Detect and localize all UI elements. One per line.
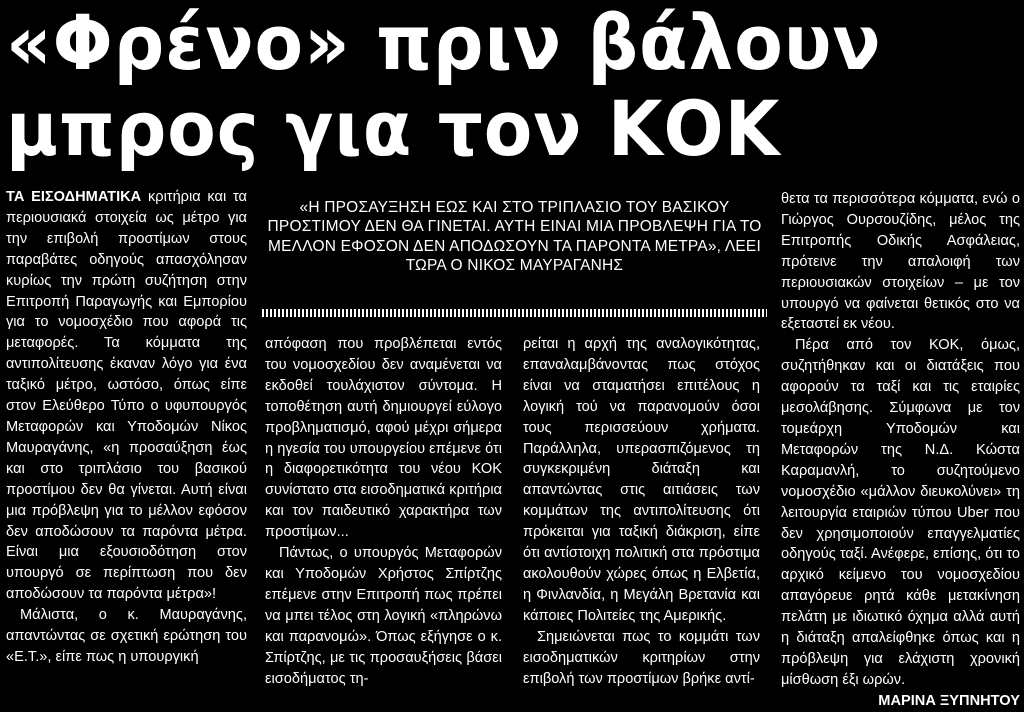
article-column-3 [523,334,760,689]
paragraph: Σημειώνεται πως το κομμάτι των εισοδηματικών κριτηρίων στην επιβολή των προστίμων βρήκε αντί- [523,628,760,687]
paragraph: θετα τα περισσότερα κόμματα, ενώ ο Γιώργος Ουρσουζίδης, μέλος της Επιτροπής Οδικής Ασφάλειας, πρότεινε την απαλοιφή των περιουσιακών στοιχείων – με τον υπουργό να φαίνεται θετικός στο να εξεταστεί εκ νέου. [781,191,1020,333]
paragraph: Μάλιστα, ο κ. Μαυραγάνης, απαντώντας σε σχετική ερώτηση του «Ε.Τ.», είπε πως η υπουργική [6,607,247,665]
author-signature: ΜΑΡΙΝΑ ΞΥΠΝΗΤΟΥ [878,692,1020,709]
headline [6,0,947,172]
headline-line-2: μπρος για τον ΚΟΚ [6,84,781,173]
paragraph: Πέρα από τον ΚΟΚ, όμως, συζητήθηκαν και οι διατάξεις που αφορούν τα ταξί και τις εταιρίες μεσολάβησης. Σύμφωνα με τον τομεάρχη Υποδομών και Μεταφορών της Ν.Δ. Κώστα Καραμανλή, το συζητούμενο νομοσχέδιο «μάλλον διευκολύνει» τη λειτουργία εταιριών τύπου Uber που δεν χρησιμοποιούν επαγγελματίες οδηγούς ταξί. Ανέφερε, επίσης, ότι το αρχικό κείμενο του νομοσχεδίου απαγόρευε ρητά κάθε μετακίνηση πελάτη με ιδιωτικό όχημα αλλά αυτή η διάταξη απαλείφθηκε όπως και η πρόβλεψη για ελάχιστη χρονική μίσθωση έξι ωρών. [781,337,1020,688]
article-column-2 [265,334,502,689]
lead-in: ΤΑ ΕΙΣΟΔΗΜΑΤΙΚΑ [6,189,142,205]
paragraph: ρείται η αρχή της αναλογικότητας, επαναλαμβάνοντας πως στόχος είναι να σταματήσει επιτέλους η λογική τού να παρανομούν όσοι τους περισσεύουν χρήματα. Παράλληλα, υπερασπιζόμενος τη συγκεκριμένη διάταξη και απαντώντας στις αιτιάσεις των κομμάτων της αντιπολίτευσης ότι πρόκειται για ταξική διάκριση, είπε ότι αντίστοιχη πολιτική στα πρόστιμα ακολουθούν χώρες όπως η Ελβετία, η Φινλανδία, η Μεγάλη Βρετανία και κάποιες Πολιτείες της Αμερικής. [523,336,760,624]
headline-line-1: «Φρένο» πριν βάλουν [6,0,882,87]
pull-quote-divider [262,309,767,317]
pull-quote: «Η ΠΡΟΣΑΥΞΗΣΗ ΕΩΣ ΚΑΙ ΣΤΟ ΤΡΙΠΛΑΣΙΟ ΤΟΥ ΒΑΣΙΚΟΥ ΠΡΟΣΤΙΜΟΥ ΔΕΝ ΘΑ ΓΙΝΕΤΑΙ. ΑΥΤΗ ΕΙΝΑΙ ΜΙΑ ΠΡΟΒΛΕΨΗ ΓΙΑ ΤΟ ΜΕΛΛΟΝ ΕΦΟΣΟΝ ΔΕΝ ΑΠΟΔΩΣΟΥΝ ΤΑ ΠΑΡΟΝΤΑ ΜΕΤΡΑ», ΛΕΕΙ ΤΩΡΑ Ο ΝΙΚΟΣ ΜΑΥΡΑΓΑΝΗΣ [267,199,762,275]
paragraph: Πάντως, ο υπουργός Μεταφορών και Υποδομών Χρήστος Σπίρτζης επέμενε στην Επιτροπή πως πρέπει να μπει τέλος στη λογική «πληρώνω και παρανομώ». Όπως εξήγησε ο κ. Σπίρτζης, με τις προσαυξήσεις βάσει εισοδήματος τη- [265,545,502,687]
paragraph-text: κριτήρια και τα περιουσιακά στοιχεία ως μέτρο για την επιβολή προστίμων στους παραβάτες οδηγούς απασχόλησαν κυρίως την πρώτη συζήτηση στην Επιτροπή Παραγωγής και Εμπορίου για το νομοσχέδιο που αφορά τις μεταφορές. Τα κόμματα της αντιπολίτευσης έκαναν λόγο για ένα ταξικό μέτρο, ωστόσο, όπως είπε στον Ελεύθερο Τύπο ο υφυπουργός Μεταφορών και Υποδομών Νίκος Μαυραγάνης, «η προσαύξηση έως και στο τριπλάσιο του βασικού προστίμου δεν θα γίνεται. Αυτή είναι μια πρόβλεψη για το μέλλον εφόσον δεν αποδώσουν τα παρόντα μέτρα. Είναι μια εξουσιοδότηση στον υπουργό σε περίπτωση που δεν αποδώσουν τα παρόντα μέτρα»! [6,189,247,603]
paragraph: απόφαση που προβλέπεται εντός του νομοσχεδίου δεν αναμένεται να εκδοθεί τουλάχιστον σύντομα. Η τοποθέτηση αυτή δημιουργεί εύλογο προβληματισμό, αφού μέχρι σήμερα η ηγεσία του υπουργείου επέμενε ότι η διαφορετικότητα του νέου ΚΟΚ συνίστατο στα εισοδηματικά κριτήρια και τον παιδευτικό χαρακτήρα των προστίμων... [265,336,502,541]
article-column-4 [781,189,1020,712]
article-column-1 [6,187,247,668]
paragraph [6,187,247,605]
